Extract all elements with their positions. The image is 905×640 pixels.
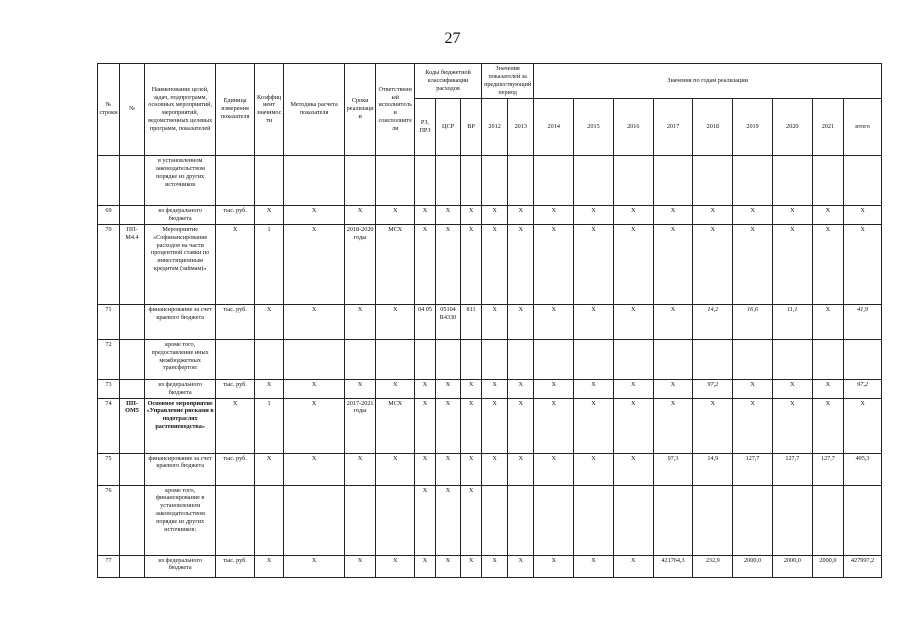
resp-cell: X [376, 453, 415, 485]
year-value-cell: X [653, 398, 693, 453]
year-value-cell: 421764,3 [653, 555, 693, 577]
year-value-cell [812, 155, 843, 205]
year-value-cell: 2000,0 [772, 555, 812, 577]
year-value-cell: 427997,2 [844, 555, 882, 577]
year-value-cell: X [812, 205, 843, 224]
code-cell [119, 339, 144, 379]
table-body [98, 155, 882, 577]
method-cell: X [284, 453, 345, 485]
value-2013-cell [508, 155, 534, 205]
year-value-cell: X [812, 224, 843, 304]
method-cell [284, 155, 345, 205]
terms-cell [344, 485, 375, 555]
row-number-cell: 72 [98, 339, 120, 379]
header-budget-codes: Коды бюджетной классификации расходов [415, 64, 482, 99]
year-value-cell: X [844, 224, 882, 304]
year-value-cell [693, 485, 733, 555]
program-table [97, 63, 882, 578]
year-value-cell: X [812, 398, 843, 453]
year-value-cell [613, 485, 653, 555]
name-cell: финансирование за счет краевого бюджета [145, 304, 216, 339]
vr-cell: 811 [461, 304, 482, 339]
year-value-cell: X [574, 398, 614, 453]
header-year-2012: 2012 [482, 98, 508, 155]
table-row [98, 555, 882, 577]
year-value-cell: 11,1 [772, 304, 812, 339]
row-number-cell: 69 [98, 205, 120, 224]
year-value-cell [772, 485, 812, 555]
year-value-cell: X [844, 205, 882, 224]
year-value-cell: 2000,0 [812, 555, 843, 577]
year-value-cell [653, 339, 693, 379]
resp-cell: X [376, 205, 415, 224]
vr-cell [461, 339, 482, 379]
header-csr: ЦСР [435, 98, 460, 155]
coef-cell: X [254, 453, 283, 485]
year-value-cell [534, 339, 574, 379]
header-terms: Сроки реализации [344, 64, 375, 156]
terms-cell: X [344, 205, 375, 224]
year-value-cell: X [613, 398, 653, 453]
year-value-cell: 2000,0 [733, 555, 773, 577]
year-value-cell: X [772, 398, 812, 453]
year-value-cell: X [534, 205, 574, 224]
rz-cell: X [415, 555, 436, 577]
csr-cell: 05104 R4330 [435, 304, 460, 339]
csr-cell: X [435, 379, 460, 398]
table-row [98, 304, 882, 339]
csr-cell [435, 339, 460, 379]
unit-cell [216, 155, 255, 205]
code-cell [119, 555, 144, 577]
row-number-cell: 73 [98, 379, 120, 398]
resp-cell: МСХ [376, 224, 415, 304]
rz-cell: X [415, 453, 436, 485]
header-vr: ВР [461, 98, 482, 155]
method-cell: X [284, 205, 345, 224]
year-value-cell: X [772, 205, 812, 224]
year-value-cell: X [534, 398, 574, 453]
vr-cell: X [461, 379, 482, 398]
header-year-col: 2019 [733, 98, 773, 155]
header-year-col: 2020 [772, 98, 812, 155]
terms-cell: X [344, 555, 375, 577]
method-cell [284, 339, 345, 379]
year-value-cell: X [613, 304, 653, 339]
csr-cell: X [435, 555, 460, 577]
name-cell: из федерального бюджета [145, 205, 216, 224]
year-value-cell: X [574, 453, 614, 485]
code-cell: ПП-М4.4 [119, 224, 144, 304]
resp-cell: X [376, 379, 415, 398]
name-cell: Основное мероприятие «Управление рисками в подотраслях растениеводства» [145, 398, 216, 453]
name-cell: в установленном законодательством порядке из других источников [145, 155, 216, 205]
year-value-cell [613, 155, 653, 205]
name-cell: кроме того, финансирование в установленном законодательством порядке из других источников: [145, 485, 216, 555]
value-2012-cell: X [482, 304, 508, 339]
header-method: Методика расчета показателя [284, 64, 345, 156]
row-number-cell: 71 [98, 304, 120, 339]
year-value-cell: X [653, 304, 693, 339]
terms-cell [344, 339, 375, 379]
rz-cell: 04 05 [415, 304, 436, 339]
year-value-cell [772, 155, 812, 205]
value-2012-cell: X [482, 555, 508, 577]
vr-cell: X [461, 398, 482, 453]
resp-cell: X [376, 304, 415, 339]
table-row [98, 205, 882, 224]
method-cell: X [284, 555, 345, 577]
resp-cell [376, 485, 415, 555]
unit-cell [216, 339, 255, 379]
code-cell [119, 379, 144, 398]
year-value-cell [534, 485, 574, 555]
year-value-cell: 14,2 [693, 304, 733, 339]
method-cell: X [284, 379, 345, 398]
coef-cell [254, 339, 283, 379]
year-value-cell: 232,9 [693, 555, 733, 577]
rz-cell: X [415, 205, 436, 224]
year-value-cell: X [613, 555, 653, 577]
year-value-cell: X [733, 379, 773, 398]
resp-cell [376, 155, 415, 205]
unit-cell: тыс. руб. [216, 304, 255, 339]
coef-cell: 1 [254, 398, 283, 453]
row-number-cell [98, 155, 120, 205]
year-value-cell: 127,7 [733, 453, 773, 485]
value-2013-cell [508, 339, 534, 379]
year-value-cell: X [693, 398, 733, 453]
coef-cell: 1 [254, 224, 283, 304]
method-cell [284, 485, 345, 555]
table-row [98, 339, 882, 379]
value-2012-cell: X [482, 224, 508, 304]
year-value-cell: X [772, 224, 812, 304]
year-value-cell [812, 339, 843, 379]
name-cell: Мероприятие «Софинансирование расходов на части процентной ставки по инвестиционным кредитам (займам)» [145, 224, 216, 304]
rz-cell [415, 339, 436, 379]
year-value-cell [574, 485, 614, 555]
year-value-cell: 127,7 [812, 453, 843, 485]
unit-cell: X [216, 398, 255, 453]
header-year-col: итого [844, 98, 882, 155]
row-number-cell: 76 [98, 485, 120, 555]
unit-cell [216, 485, 255, 555]
year-value-cell: 41,9 [844, 304, 882, 339]
coef-cell: X [254, 304, 283, 339]
coef-cell [254, 155, 283, 205]
rz-cell: X [415, 379, 436, 398]
rz-cell: X [415, 485, 436, 555]
value-2013-cell: X [508, 224, 534, 304]
header-year-col: 2021 [812, 98, 843, 155]
year-value-cell: X [534, 224, 574, 304]
method-cell: X [284, 304, 345, 339]
header-year-col: 2018 [693, 98, 733, 155]
resp-cell: МСХ [376, 398, 415, 453]
coef-cell: X [254, 205, 283, 224]
year-value-cell [693, 339, 733, 379]
year-value-cell: X [733, 398, 773, 453]
header-year-2013: 2013 [508, 98, 534, 155]
year-value-cell: X [772, 379, 812, 398]
year-value-cell: 97,2 [693, 379, 733, 398]
header-row-no: № строки [98, 64, 120, 156]
unit-cell: X [216, 224, 255, 304]
year-value-cell [534, 155, 574, 205]
year-value-cell: X [693, 205, 733, 224]
header-name: Наименование целей, задач, подпрограмм, основных мероприятий, мероприятий, ведомственных целевых программ, показателей [145, 64, 216, 156]
name-cell: кроме того, предоставление иных межбюджетных трансфертов: [145, 339, 216, 379]
year-value-cell: X [653, 379, 693, 398]
value-2012-cell: X [482, 379, 508, 398]
year-value-cell: X [693, 224, 733, 304]
rz-cell: X [415, 224, 436, 304]
coef-cell: X [254, 555, 283, 577]
year-value-cell [574, 155, 614, 205]
year-value-cell: X [812, 304, 843, 339]
method-cell: X [284, 398, 345, 453]
terms-cell: X [344, 453, 375, 485]
csr-cell: X [435, 224, 460, 304]
row-number-cell: 74 [98, 398, 120, 453]
coef-cell: X [254, 379, 283, 398]
year-value-cell: X [613, 224, 653, 304]
terms-cell: 2018-2020 годы [344, 224, 375, 304]
header-year-col: 2016 [613, 98, 653, 155]
year-value-cell: X [534, 379, 574, 398]
page-number: 27 [444, 30, 461, 47]
rz-cell: X [415, 398, 436, 453]
terms-cell [344, 155, 375, 205]
table-row [98, 453, 882, 485]
year-value-cell: X [613, 453, 653, 485]
terms-cell: X [344, 304, 375, 339]
unit-cell: тыс. руб. [216, 453, 255, 485]
year-value-cell [844, 155, 882, 205]
header-year-col: 2014 [534, 98, 574, 155]
unit-cell: тыс. руб. [216, 555, 255, 577]
year-value-cell: X [574, 224, 614, 304]
value-2012-cell [482, 339, 508, 379]
header-resp: Ответственный исполнитель и соисполнители [376, 64, 415, 156]
value-2013-cell: X [508, 205, 534, 224]
value-2012-cell [482, 155, 508, 205]
year-value-cell [733, 155, 773, 205]
year-value-cell [733, 339, 773, 379]
row-number-cell: 70 [98, 224, 120, 304]
value-2012-cell [482, 485, 508, 555]
value-2013-cell: X [508, 555, 534, 577]
rz-cell [415, 155, 436, 205]
year-value-cell [812, 485, 843, 555]
vr-cell: X [461, 485, 482, 555]
table-row [98, 485, 882, 555]
code-cell [119, 304, 144, 339]
header-year-col: 2017 [653, 98, 693, 155]
header-year-col: 2015 [574, 98, 614, 155]
year-value-cell: X [733, 205, 773, 224]
terms-cell: 2017-2021 годы [344, 398, 375, 453]
value-2013-cell: X [508, 379, 534, 398]
code-cell [119, 205, 144, 224]
csr-cell: X [435, 205, 460, 224]
table-row [98, 224, 882, 304]
header-prev-period: Значения показателей за предшествующий период [482, 64, 534, 99]
vr-cell: X [461, 205, 482, 224]
year-value-cell: X [534, 304, 574, 339]
year-value-cell [844, 339, 882, 379]
value-2012-cell: X [482, 398, 508, 453]
year-value-cell: 14,9 [693, 453, 733, 485]
header-rz: РЗ, ПРЗ [415, 98, 436, 155]
name-cell: финансирование за счет краевого бюджета [145, 453, 216, 485]
terms-cell: X [344, 379, 375, 398]
code-cell: ПП-ОМ5 [119, 398, 144, 453]
unit-cell: тыс. руб. [216, 205, 255, 224]
year-value-cell: 127,7 [772, 453, 812, 485]
header-years-title: Значения по годам реализации [534, 64, 882, 99]
header-unit: Единица измерения показателя [216, 64, 255, 156]
year-value-cell [733, 485, 773, 555]
year-value-cell: 16,6 [733, 304, 773, 339]
year-value-cell: X [534, 453, 574, 485]
year-value-cell: 495,3 [844, 453, 882, 485]
name-cell: из федерального бюджета [145, 379, 216, 398]
year-value-cell: X [574, 555, 614, 577]
value-2012-cell: X [482, 453, 508, 485]
year-value-cell [613, 339, 653, 379]
value-2013-cell: X [508, 453, 534, 485]
year-value-cell: X [534, 555, 574, 577]
vr-cell: X [461, 555, 482, 577]
header-coef: Коэффициент значимости [254, 64, 283, 156]
year-value-cell [844, 485, 882, 555]
vr-cell: X [461, 224, 482, 304]
year-value-cell: X [613, 379, 653, 398]
csr-cell: X [435, 398, 460, 453]
code-cell [119, 155, 144, 205]
value-2013-cell: X [508, 398, 534, 453]
resp-cell [376, 339, 415, 379]
year-value-cell: X [574, 205, 614, 224]
year-value-cell: 97,2 [844, 379, 882, 398]
year-value-cell [653, 485, 693, 555]
year-value-cell [772, 339, 812, 379]
vr-cell: X [461, 453, 482, 485]
resp-cell: X [376, 555, 415, 577]
year-value-cell [574, 339, 614, 379]
year-value-cell: X [812, 379, 843, 398]
year-value-cell: X [844, 398, 882, 453]
csr-cell: X [435, 485, 460, 555]
header-num: № [119, 64, 144, 156]
table-row [98, 155, 882, 205]
code-cell [119, 453, 144, 485]
coef-cell [254, 485, 283, 555]
vr-cell [461, 155, 482, 205]
value-2012-cell: X [482, 205, 508, 224]
row-number-cell: 77 [98, 555, 120, 577]
year-value-cell: X [613, 205, 653, 224]
year-value-cell [693, 155, 733, 205]
table-header [98, 64, 882, 156]
year-value-cell [653, 155, 693, 205]
table-row [98, 379, 882, 398]
code-cell [119, 485, 144, 555]
year-value-cell: X [574, 304, 614, 339]
method-cell: X [284, 224, 345, 304]
name-cell: из федерального бюджета [145, 555, 216, 577]
year-value-cell: X [574, 379, 614, 398]
year-value-cell: 97,3 [653, 453, 693, 485]
year-value-cell: X [733, 224, 773, 304]
table-row [98, 398, 882, 453]
value-2013-cell: X [508, 304, 534, 339]
csr-cell [435, 155, 460, 205]
csr-cell: X [435, 453, 460, 485]
unit-cell: тыс. руб. [216, 379, 255, 398]
row-number-cell: 75 [98, 453, 120, 485]
year-value-cell: X [653, 205, 693, 224]
year-value-cell: X [653, 224, 693, 304]
value-2013-cell [508, 485, 534, 555]
